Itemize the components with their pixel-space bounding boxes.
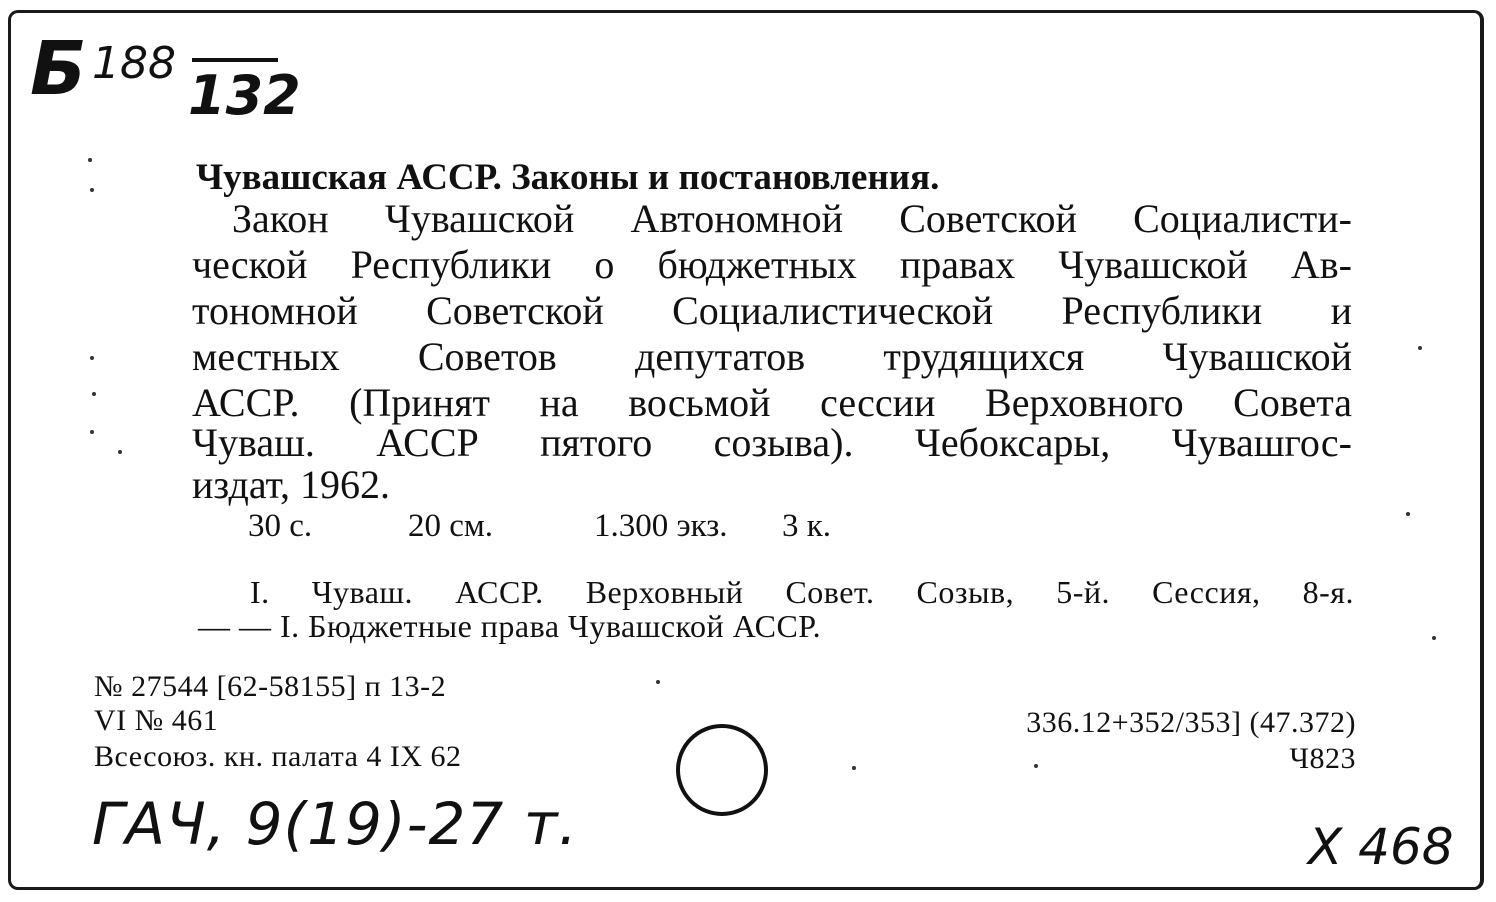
handwritten-fraction bbox=[188, 40, 301, 136]
description-line: местных Советов депутатов трудящихся Чувашской bbox=[192, 334, 1352, 379]
collation-size: 20 см. bbox=[408, 508, 494, 544]
fraction-bar bbox=[192, 58, 278, 62]
scan-speck bbox=[92, 392, 96, 396]
scan-speck bbox=[90, 188, 94, 192]
handwritten-inventory-number: Х 468 bbox=[1308, 818, 1454, 876]
handwritten-archive-note: ГАЧ, 9(19)-27 т. bbox=[92, 790, 578, 858]
description-line: АССР. (Принят на восьмой сессии Верховного Совета bbox=[192, 380, 1352, 425]
punch-hole-circle bbox=[676, 724, 768, 816]
card-heading: Чувашская АССР. Законы и постановления. bbox=[196, 157, 940, 198]
collation-price: 3 к. bbox=[782, 508, 832, 544]
scan-speck bbox=[118, 450, 122, 454]
scan-speck bbox=[88, 158, 92, 162]
handwritten-shelf-mark: Б bbox=[30, 26, 85, 112]
tracing-line: — — I. Бюджетные права Чувашской АССР. bbox=[198, 608, 822, 644]
scan-speck bbox=[1406, 512, 1410, 516]
scan-speck bbox=[1418, 346, 1422, 350]
author-mark: Ч823 bbox=[1289, 742, 1356, 775]
handwritten-fraction-number: 132 bbox=[188, 64, 301, 127]
description-line: Закон Чувашской Автономной Советской Социалисти- bbox=[232, 196, 1352, 241]
registration-number: № 27544 [62-58155] п 13-2 bbox=[94, 670, 447, 703]
scan-speck bbox=[1034, 764, 1038, 768]
series-number: VI № 461 bbox=[94, 704, 219, 737]
tracing-line: I. Чуваш. АССР. Верховный Совет. Созыв, 5-й. Сессия, 8-я. bbox=[250, 574, 1354, 610]
scan-speck bbox=[90, 356, 94, 360]
scan-speck bbox=[852, 766, 856, 770]
scan-speck bbox=[1432, 636, 1436, 640]
collation-copies: 1.300 экз. bbox=[594, 508, 728, 544]
collation-pages: 30 с. bbox=[248, 508, 313, 544]
description-line: издат, 1962. bbox=[192, 462, 391, 507]
description-line: Чуваш. АССР пятого созыва). Чебоксары, Чувашгос- bbox=[192, 420, 1352, 465]
description-line: ческой Республики о бюджетных правах Чувашской Ав- bbox=[192, 242, 1352, 287]
scan-speck bbox=[656, 680, 660, 684]
description-line: тономной Советской Социалистической Республики и bbox=[192, 288, 1352, 333]
scan-speck bbox=[90, 430, 94, 434]
handwritten-shelf-number: 188 bbox=[92, 38, 176, 89]
udc-classification: 336.12+352/353] (47.372) bbox=[1026, 706, 1356, 739]
book-chamber-stamp: Всесоюз. кн. палата 4 IX 62 bbox=[94, 740, 462, 773]
